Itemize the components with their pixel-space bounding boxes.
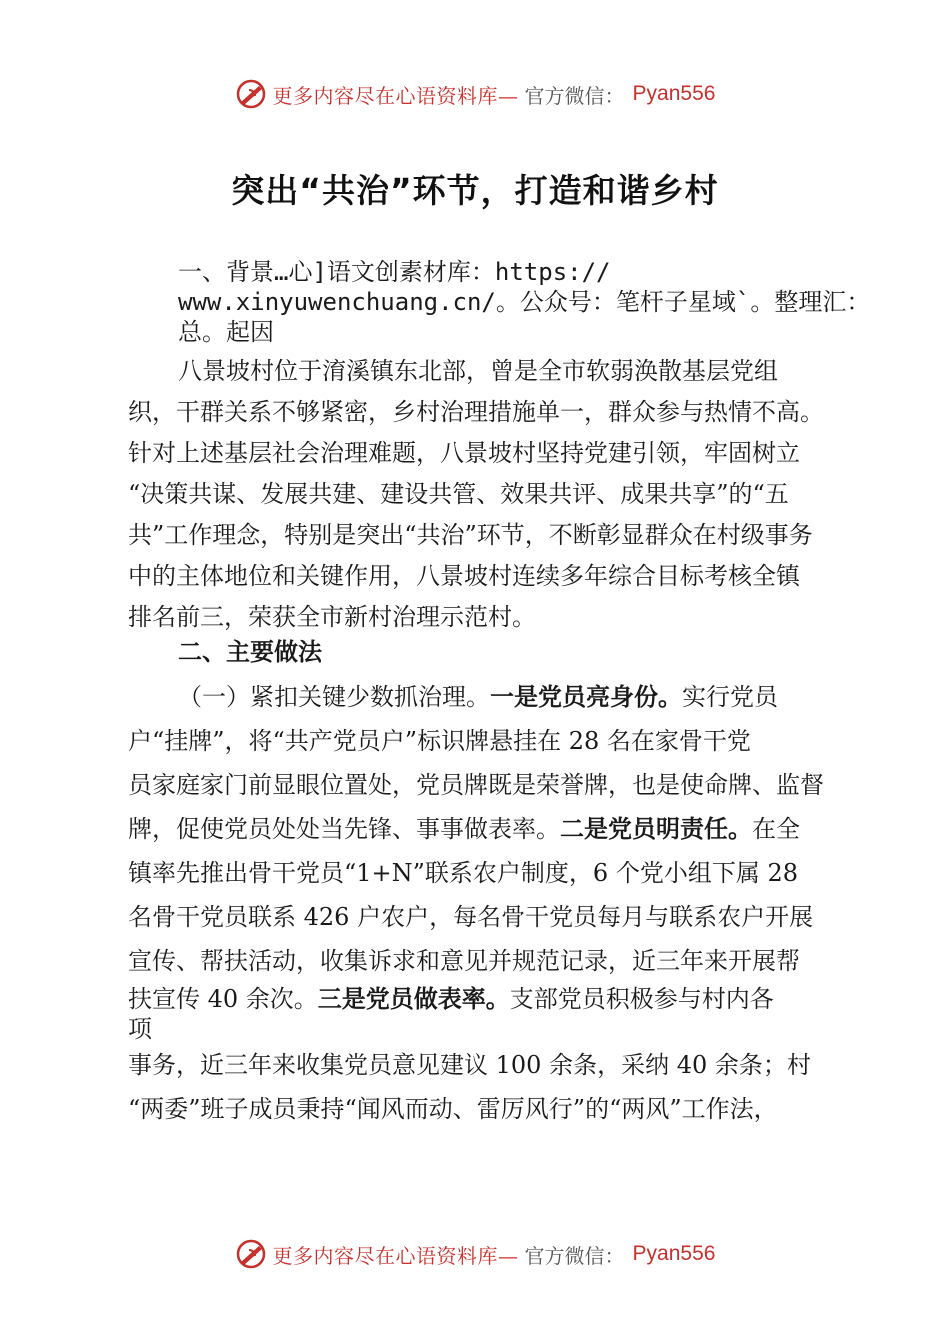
watermark-text: 更多内容尽在心语资料库—: [272, 83, 519, 108]
section1-heading-line: 一、背景…心]语文创素材库：https://: [178, 258, 611, 286]
body-line: [128, 807, 850, 851]
section2-heading: 二、主要做法: [178, 638, 322, 666]
document-title: 突出“共治”环节，打造和谐乡村: [231, 171, 719, 210]
body-line: 八景坡村位于淯溪镇东北部，曾是全市软弱涣散基层党组: [178, 357, 778, 385]
pen-logo-icon: [235, 78, 267, 110]
body-line: 名骨干党员联系 426 户农户，每名骨干党员每月与联系农户开展: [128, 903, 814, 931]
subheading-text: （一）紧扣关键少数抓治理。: [178, 683, 490, 711]
body-line: 员家庭家门前显眼位置处，党员牌既是荣誉牌，也是使命牌、监督: [128, 771, 824, 799]
body-line: 项: [128, 1015, 152, 1043]
watermark-wechat-id: Pyan556: [632, 1242, 716, 1265]
section2-paragraph: [128, 675, 850, 1131]
body-line: 事务，近三年来收集党员意见建议 100 余条，采纳 40 余条；村: [128, 1051, 811, 1079]
body-text: 在全: [752, 815, 800, 843]
body-text: 实行党员: [682, 683, 778, 711]
body-text: 扶宣传 40 余次。: [128, 985, 318, 1013]
body-line: 针对上述基层社会治理难题，八景坡村坚持党建引领，牢固树立: [128, 439, 800, 467]
bold-point: 一是党员亮身份。: [490, 683, 682, 711]
body-text: 支部党员积极参与村内各: [509, 985, 774, 1013]
bold-point: 二是党员明责任。: [560, 815, 752, 843]
body-text: 牌，促使党员处处当先锋、事事做表率。: [128, 815, 560, 843]
section1-heading-line: www.xinyuwenchuang.cn/。公众号：笔杆子星域`。整理汇：: [178, 288, 871, 316]
body-line: 户“挂牌”，将“共产党员户”标识牌悬挂在 28 名在家骨干党: [128, 727, 751, 755]
body-line: [128, 983, 850, 1015]
watermark-wechat-id: Pyan556: [632, 82, 716, 105]
body-line: 排名前三，荣获全市新村治理示范村。: [128, 603, 536, 631]
watermark-text: 更多内容尽在心语资料库—: [272, 1243, 519, 1268]
body-line: 中的主体地位和关键作用，八景坡村连续多年综合目标考核全镇: [128, 562, 800, 590]
section1-heading-line: 总。起因: [178, 318, 274, 346]
bold-point: 三是党员做表率。: [317, 985, 510, 1013]
body-line: 织，干群关系不够紧密，乡村治理措施单一，群众参与热情不高。: [128, 398, 824, 426]
watermark-wechat-label: 官方微信：: [524, 1243, 625, 1268]
body-line: 镇率先推出骨干党员“1+N”联系农户制度，6 个党小组下属 28: [128, 859, 798, 887]
header-watermark: [0, 74, 950, 114]
body-line: “两委”班子成员秉持“闻风而动、雷厉风行”的“两风”工作法，: [128, 1095, 778, 1123]
footer-watermark: [0, 1234, 950, 1274]
watermark-wechat-label: 官方微信：: [524, 83, 625, 108]
body-line: [128, 675, 850, 719]
section1-body: [128, 351, 850, 638]
section1-heading: [178, 257, 871, 347]
body-line: “决策共谋、发展共建、建设共管、效果共评、成果共享”的“五: [128, 480, 789, 508]
pen-logo-icon: [235, 1238, 267, 1270]
body-line: 共”工作理念，特别是突出“共治”环节，不断彰显群众在村级事务: [128, 521, 813, 549]
body-line: 宣传、帮扶活动，收集诉求和意见并规范记录，近三年来开展帮: [128, 947, 800, 975]
